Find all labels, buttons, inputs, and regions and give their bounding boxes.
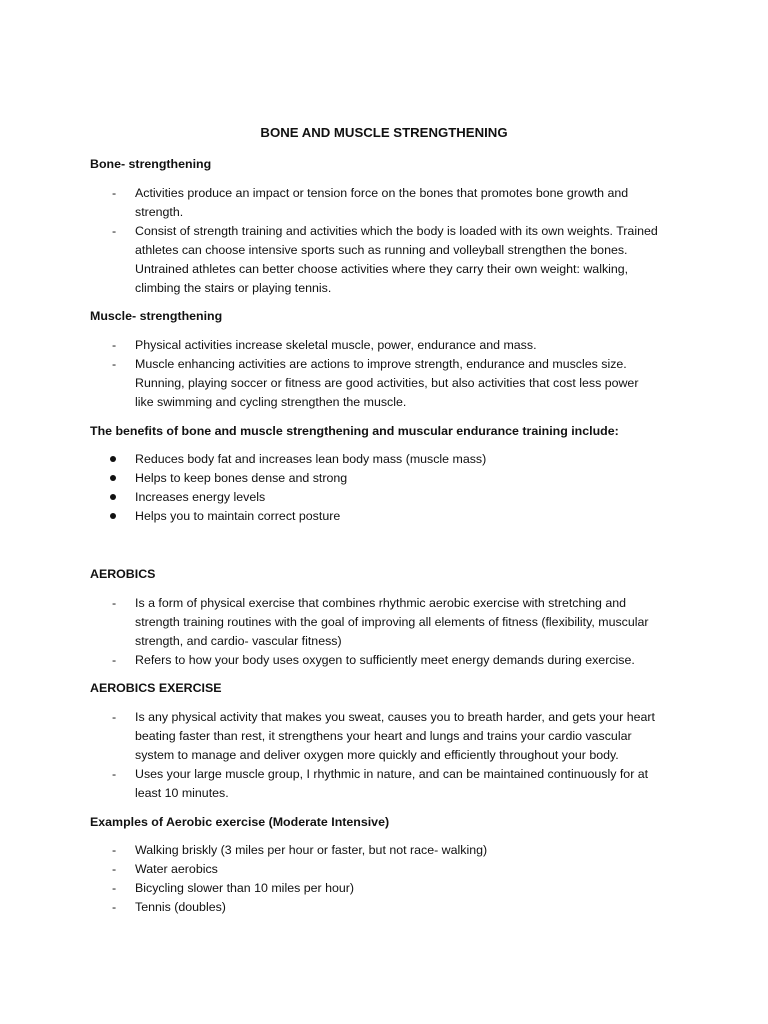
list-item: Reduces body fat and increases lean body mass (muscle mass): [0, 450, 768, 469]
list-item: Increases energy levels: [0, 488, 768, 507]
list-examples: [0, 841, 768, 917]
list-item: - Tennis (doubles): [0, 898, 768, 917]
dash-marker: -: [112, 766, 117, 781]
list-benefits: [0, 450, 768, 526]
list-item: - Bicycling slower than 10 miles per hour): [0, 879, 768, 898]
section-heading-bone-strengthening: Bone- strengthening: [90, 157, 212, 171]
section-heading-aerobics-exercise: AEROBICS EXERCISE: [90, 681, 222, 695]
list-item: - Muscle enhancing activities are actions to improve strength, endurance and muscles size. Running, playing soccer or fitness are good activities, but also activities that cost less power like swimming and cycling strengthen the muscle.: [112, 356, 639, 409]
bullet-marker: [110, 456, 116, 462]
section-heading-benefits: The benefits of bone and muscle strengthening and muscular endurance training include:: [90, 424, 619, 438]
section-heading-muscle-strengthening: Muscle- strengthening: [90, 309, 223, 323]
dash-marker: -: [112, 899, 117, 914]
dash-marker: -: [112, 186, 117, 200]
dash-marker: -: [112, 652, 117, 667]
dash-marker: -: [112, 223, 117, 238]
list-aerobics-exercise: [0, 708, 768, 803]
list-muscle-strengthening: [0, 336, 768, 412]
bullet-marker: [110, 494, 116, 500]
dash-marker: -: [112, 338, 117, 352]
dash-marker: -: [112, 861, 117, 876]
list-item: - Is any physical activity that makes you sweat, causes you to breath harder, and gets your heart beating faster than rest, it strengthens your heart and lungs and trains your cardio vascular system to manage and deliver oxygen more quickly and efficiently throughout your body.: [112, 710, 655, 762]
dash-marker: -: [112, 880, 117, 895]
dash-marker: -: [112, 596, 117, 610]
page-title: BONE AND MUSCLE STRENGTHENING: [260, 125, 508, 140]
bullet-marker: [110, 475, 116, 481]
list-item: - Uses your large muscle group, I rhythmic in nature, and can be maintained continuously for at least 10 minutes.: [112, 766, 649, 800]
list-item: Helps you to maintain correct posture: [0, 507, 768, 526]
dash-marker: -: [112, 356, 117, 371]
section-heading-aerobics: AEROBICS: [90, 567, 156, 581]
bullet-marker: [110, 513, 116, 519]
list-bone-strengthening: [0, 184, 768, 297]
list-item: Helps to keep bones dense and strong: [0, 469, 768, 488]
list-item: - Physical activities increase skeletal muscle, power, endurance and mass.: [0, 336, 768, 355]
list-item: - Walking briskly (3 miles per hour or faster, but not race- walking): [0, 841, 768, 860]
list-item: - Consist of strength training and activities which the body is loaded with its own weights. Trained athletes can choose intensive sports such as running and volleyball strengthen the bones. Untrained athletes can better choose activities where they carry their own weight: walking, climbing the stairs or playing tennis.: [112, 223, 658, 295]
section-heading-examples: Examples of Aerobic exercise (Moderate Intensive): [90, 815, 390, 829]
list-item: - Refers to how your body uses oxygen to sufficiently meet energy demands during exercise.: [0, 651, 768, 670]
list-item: - Activities produce an impact or tension force on the bones that promotes bone growth and strength.: [112, 186, 629, 219]
list-aerobics: [0, 594, 768, 670]
dash-marker: -: [112, 710, 117, 724]
list-item: - Is a form of physical exercise that combines rhythmic aerobic exercise with stretching and strength training routines with the goal of improving all elements of fitness (flexibility, muscular strength, and cardio- vascular fitness): [112, 596, 649, 648]
list-item: - Water aerobics: [0, 860, 768, 879]
dash-marker: -: [112, 843, 117, 857]
